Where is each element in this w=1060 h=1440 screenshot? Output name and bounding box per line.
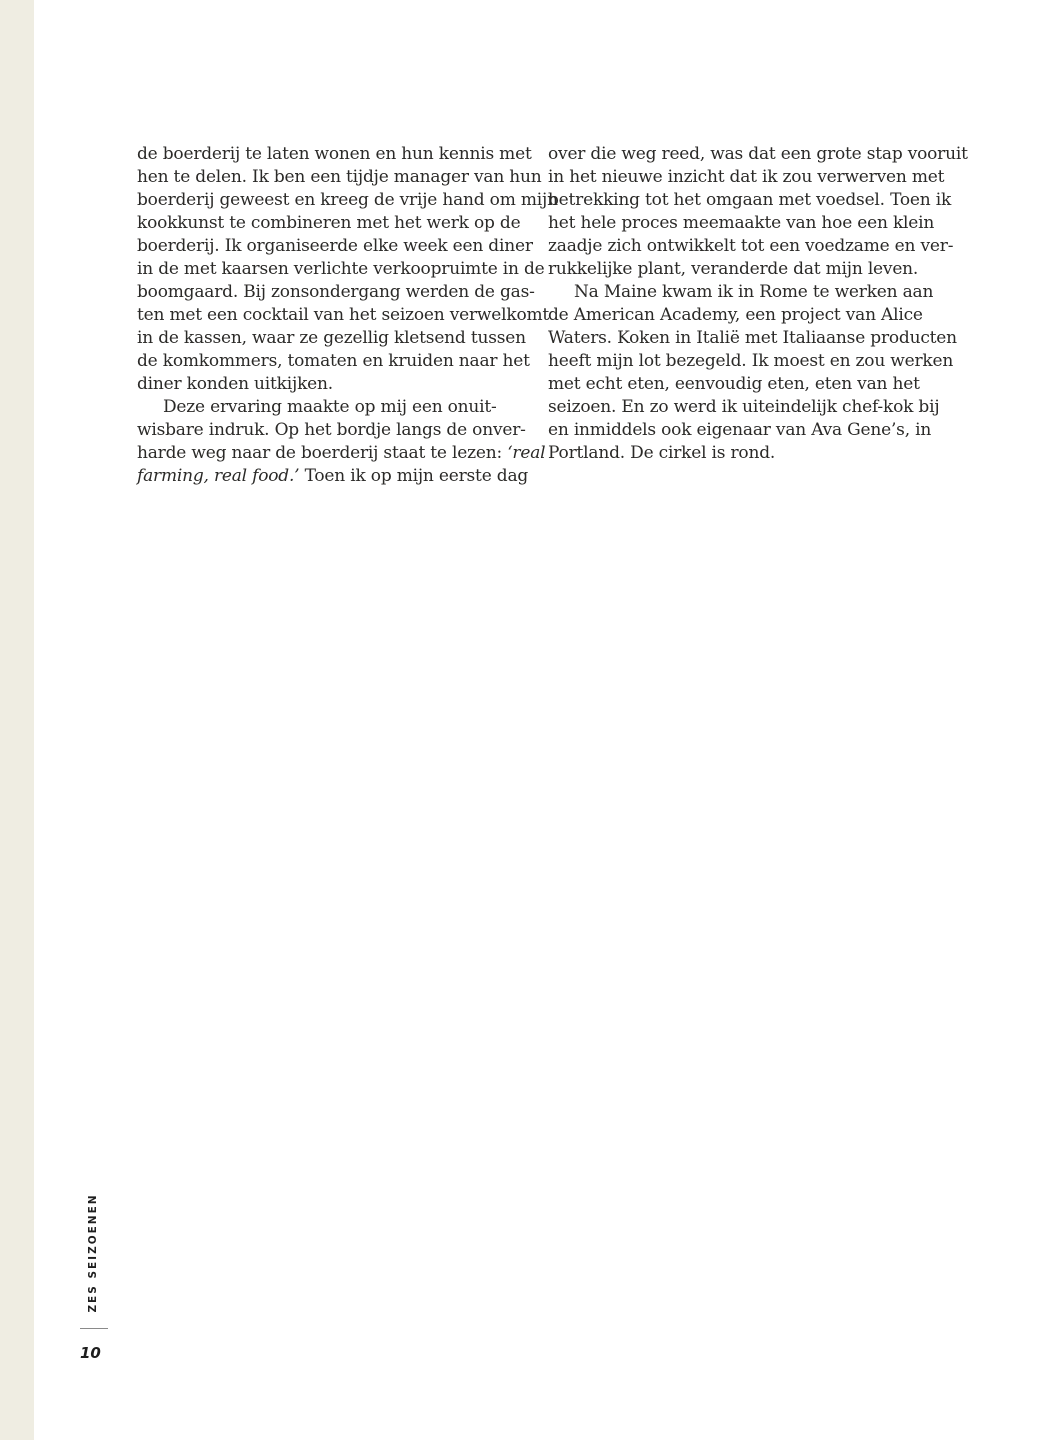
text-line: rukkelijke plant, veranderde dat mijn leven. xyxy=(548,259,919,279)
text-line: in de kassen, waar ze gezellig kletsend tussen xyxy=(137,328,526,348)
text-line: over die weg reed, was dat een grote stap vooruit xyxy=(548,144,968,164)
text-line: zaadje zich ontwikkelt tot een voedzame en ver- xyxy=(548,236,954,256)
page-number: 10 xyxy=(80,1344,101,1362)
text-line: wisbare indruk. Op het bordje langs de onver- xyxy=(137,420,526,440)
text-line: met echt eten, eenvoudig eten, eten van het xyxy=(548,374,920,394)
text-line: de American Academy, een project van Alice xyxy=(548,305,923,325)
text-line xyxy=(137,465,529,488)
text-line: en inmiddels ook eigenaar van Ava Gene’s, in xyxy=(548,420,932,440)
text-line: kookkunst te combineren met het werk op de xyxy=(137,213,521,233)
text-line: de komkommers, tomaten en kruiden naar het xyxy=(137,351,530,371)
italic-quote: farming, real food.’ xyxy=(137,466,300,486)
text-line: Waters. Koken in Italië met Italiaanse producten xyxy=(548,328,957,348)
paragraph-first-line: Deze ervaring maakte op mij een onuit- xyxy=(163,397,497,417)
text-line: boomgaard. Bij zonsondergang werden de gas- xyxy=(137,282,535,302)
text-line: seizoen. En zo werd ik uiteindelijk chef-kok bij xyxy=(548,397,940,417)
running-title-text: ZES SEIZOENEN xyxy=(87,1193,99,1313)
text-segment: Toen ik op mijn eerste dag xyxy=(299,466,529,486)
text-line: diner konden uitkijken. xyxy=(137,374,333,394)
text-column-left xyxy=(137,143,558,488)
text-line: hen te delen. Ik ben een tijdje manager van hun xyxy=(137,167,542,187)
folio-divider xyxy=(80,1328,108,1329)
page-edge-strip xyxy=(0,0,34,1440)
text-line: boerderij geweest en kreeg de vrije hand om mijn xyxy=(137,190,558,210)
text-segment: harde weg naar de boerderij staat te lezen: xyxy=(137,443,508,463)
italic-quote: ‘real xyxy=(507,443,546,463)
text-line: de boerderij te laten wonen en hun kennis met xyxy=(137,144,532,164)
text-line: het hele proces meemaakte van hoe een klein xyxy=(548,213,935,233)
text-line xyxy=(137,442,546,465)
text-line: boerderij. Ik organiseerde elke week een diner xyxy=(137,236,533,256)
text-line: in het nieuwe inzicht dat ik zou verwerven met xyxy=(548,167,945,187)
text-line: in de met kaarsen verlichte verkoopruimte in de xyxy=(137,259,545,279)
text-line: Portland. De cirkel is rond. xyxy=(548,443,776,463)
text-line: betrekking tot het omgaan met voedsel. Toen ik xyxy=(548,190,952,210)
text-line: ten met een cocktail van het seizoen verwelkomt xyxy=(137,305,550,325)
text-column-right xyxy=(548,143,968,465)
paragraph-first-line: Na Maine kwam ik in Rome te werken aan xyxy=(574,282,934,302)
running-title xyxy=(76,1193,110,1313)
text-line: heeft mijn lot bezegeld. Ik moest en zou werken xyxy=(548,351,954,371)
